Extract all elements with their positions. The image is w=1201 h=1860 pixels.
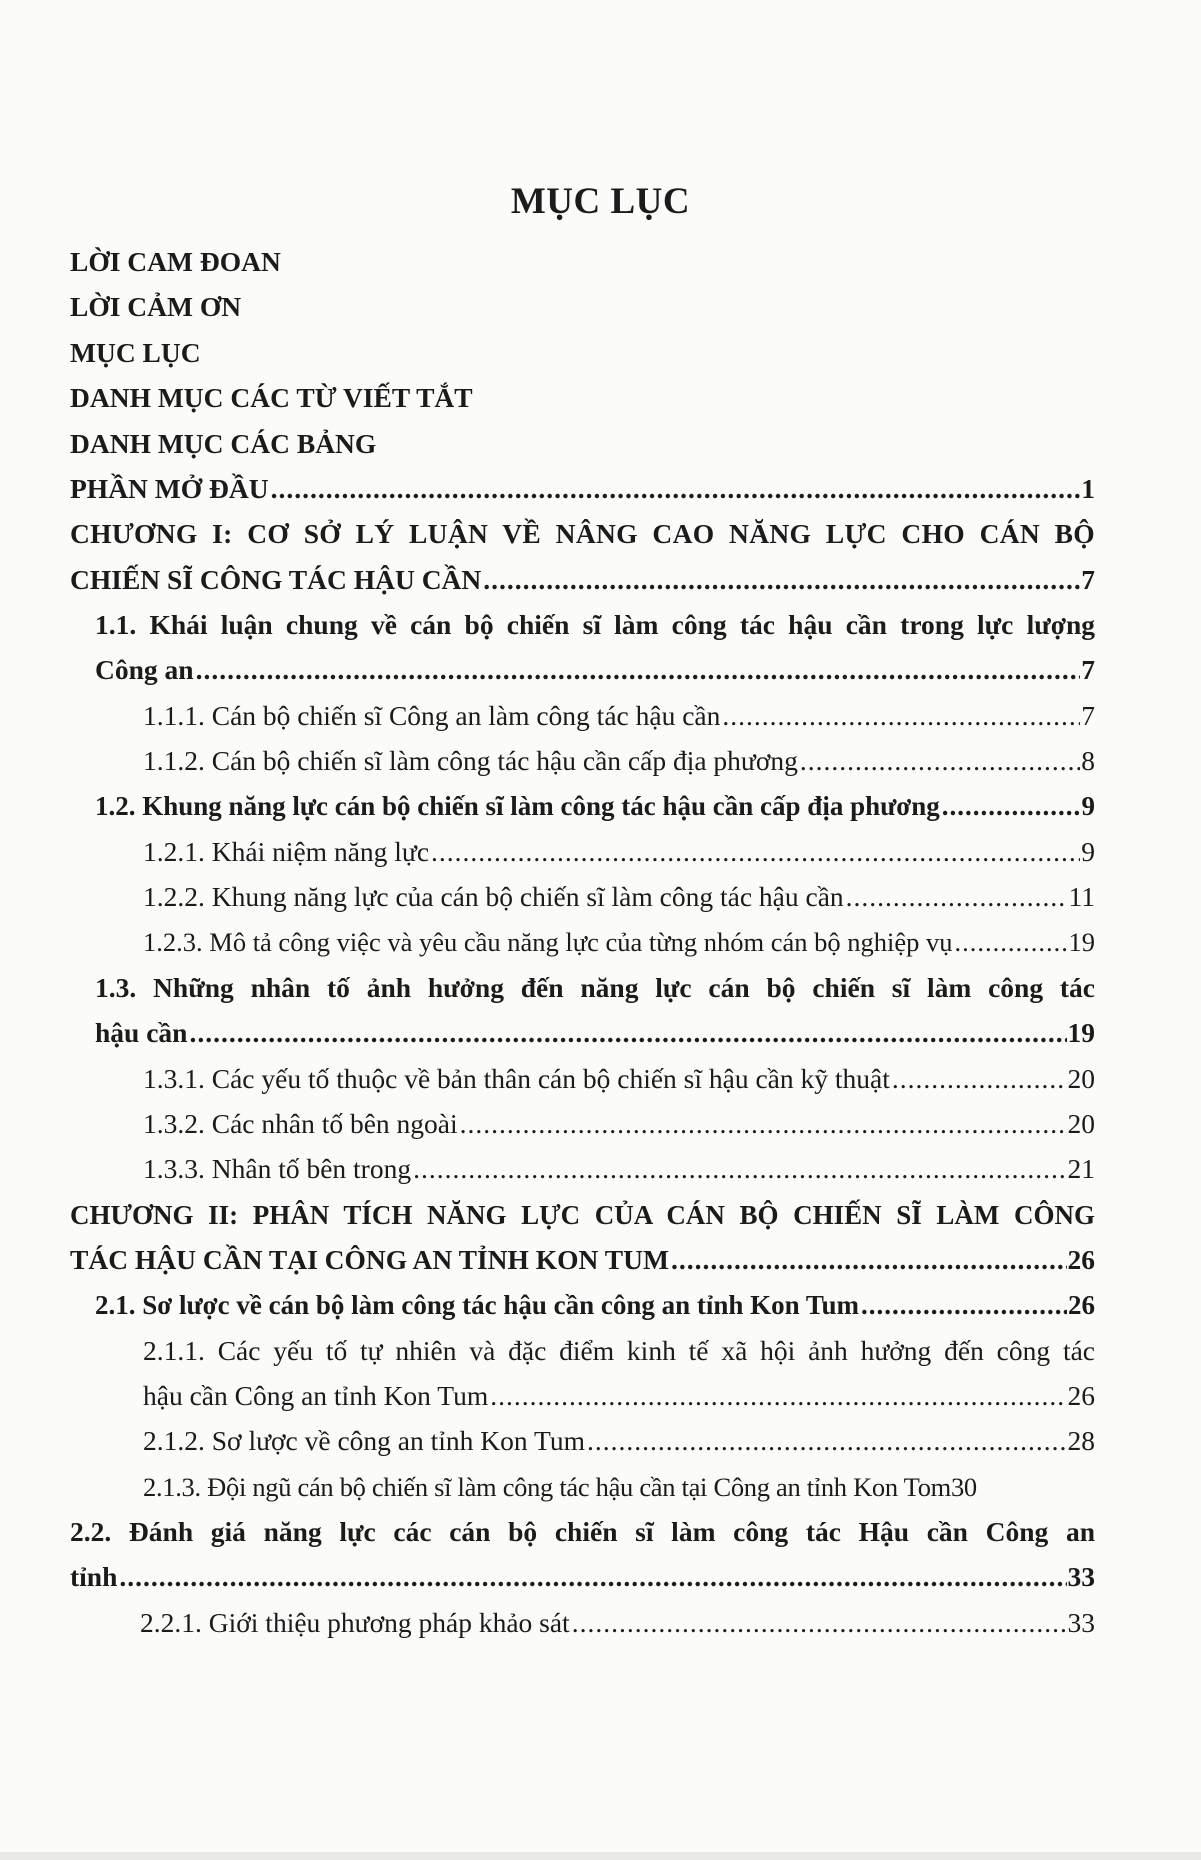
toc-entry-2-2-1[interactable] bbox=[140, 1606, 1095, 1640]
toc-page-number: 20 bbox=[1067, 1108, 1095, 1139]
toc-entry-2-1-2[interactable] bbox=[143, 1424, 1095, 1458]
dot-leader bbox=[413, 1152, 1066, 1186]
toc-entry-2-2[interactable] bbox=[70, 1560, 1095, 1594]
toc-entry-1-3[interactable] bbox=[95, 1016, 1095, 1050]
toc-entry-2-1[interactable] bbox=[95, 1288, 1095, 1322]
dot-leader bbox=[196, 653, 1081, 687]
toc-entry-label: TÁC HẬU CẦN TẠI CÔNG AN TỈNH KON TUM bbox=[70, 1244, 669, 1275]
toc-entry-label: Công an bbox=[95, 654, 194, 685]
toc-entry-1-1-1[interactable] bbox=[143, 699, 1095, 733]
toc-page-number: 9 bbox=[1081, 791, 1095, 821]
dot-leader bbox=[671, 1243, 1067, 1277]
dot-leader bbox=[490, 1379, 1066, 1413]
toc-entry-label: 2.2.1. Giới thiệu phương pháp khảo sát bbox=[140, 1607, 570, 1638]
toc-entry-chuong-2[interactable] bbox=[70, 1243, 1095, 1277]
toc-entry-label: 1.2.2. Khung năng lực của cán bộ chiến sĩ làm công tác hậu cần bbox=[143, 881, 844, 912]
toc-entry-1-2[interactable] bbox=[95, 789, 1095, 823]
toc-entry-label: tỉnh bbox=[70, 1561, 118, 1592]
dot-leader bbox=[483, 563, 1080, 597]
toc-page-number: 11 bbox=[1068, 881, 1095, 912]
toc-entry-1-3-line1[interactable]: 1.3. Những nhân tố ảnh hưởng đến năng lực cán bộ chiến sĩ làm công tác bbox=[95, 972, 1095, 1003]
front-matter-loi-cam-on[interactable]: LỜI CẢM ƠN bbox=[70, 291, 242, 322]
toc-page-number: 33 bbox=[1067, 1607, 1095, 1638]
toc-entry-1-3-2[interactable] bbox=[143, 1107, 1095, 1141]
toc-entry-label: 1.2.1. Khái niệm năng lực bbox=[143, 836, 430, 867]
toc-entry-label: 1.2.3. Mô tả công việc và yêu cầu năng lực của từng nhóm cán bộ nghiệp vụ bbox=[143, 927, 953, 957]
dot-leader bbox=[587, 1424, 1067, 1458]
toc-entry-label: CHIẾN SĨ CÔNG TÁC HẬU CẦN bbox=[70, 564, 482, 595]
toc-page-number: 8 bbox=[1081, 745, 1095, 776]
toc-entry-label: 1.1.2. Cán bộ chiến sĩ làm công tác hậu cần cấp địa phương bbox=[143, 745, 798, 776]
toc-entry-chuong-1[interactable] bbox=[70, 563, 1095, 597]
toc-entry-label: 1.3.1. Các yếu tố thuộc về bản thân cán bộ chiến sĩ hậu cần kỹ thuật bbox=[143, 1063, 890, 1094]
dot-leader bbox=[572, 1606, 1067, 1640]
front-matter-danh-muc-tu-viet-tat[interactable]: DANH MỤC CÁC TỪ VIẾT TẮT bbox=[70, 382, 473, 413]
dot-leader bbox=[271, 472, 1081, 506]
toc-page-number: 7 bbox=[1081, 700, 1095, 731]
front-matter-loi-cam-doan[interactable]: LỜI CAM ĐOAN bbox=[70, 246, 281, 277]
toc-entry-1-1[interactable] bbox=[95, 653, 1095, 687]
dot-leader bbox=[460, 1107, 1067, 1141]
dot-leader bbox=[119, 1560, 1066, 1594]
dot-leader bbox=[800, 744, 1080, 778]
front-matter-danh-muc-bang[interactable]: DANH MỤC CÁC BẢNG bbox=[70, 428, 377, 459]
toc-entry-label: hậu cần bbox=[95, 1017, 188, 1048]
toc-page-number: 26 bbox=[1067, 1244, 1095, 1275]
toc-entry-1-2-3[interactable] bbox=[143, 925, 1095, 959]
dot-leader bbox=[861, 1288, 1067, 1322]
toc-page-number: 19 bbox=[1067, 1017, 1095, 1048]
toc-entry-1-3-1[interactable] bbox=[143, 1062, 1095, 1096]
dot-leader bbox=[892, 1062, 1067, 1096]
toc-page-number: 33 bbox=[1067, 1561, 1095, 1592]
toc-page-number: 28 bbox=[1067, 1425, 1095, 1456]
toc-entry-1-1-line1[interactable]: 1.1. Khái luận chung về cán bộ chiến sĩ làm công tác hậu cần trong lực lượng bbox=[95, 609, 1095, 640]
dot-leader bbox=[189, 1016, 1066, 1050]
toc-entry-label: PHẦN MỞ ĐẦU bbox=[70, 473, 269, 504]
toc-entry-1-3-3[interactable] bbox=[143, 1152, 1095, 1186]
toc-page-number: 21 bbox=[1067, 1153, 1095, 1184]
dot-leader bbox=[431, 835, 1080, 869]
page-bottom-edge bbox=[0, 1852, 1201, 1860]
toc-entry-2-1-1[interactable] bbox=[143, 1379, 1095, 1413]
toc-entry-1-2-1[interactable] bbox=[143, 835, 1095, 869]
front-matter-muc-luc[interactable]: MỤC LỤC bbox=[70, 337, 201, 368]
toc-page-number: 19 bbox=[1068, 927, 1095, 957]
toc-entry-chuong-2-line1[interactable]: CHƯƠNG II: PHÂN TÍCH NĂNG LỰC CỦA CÁN BỘ CHIẾN SĨ LÀM CÔNG bbox=[70, 1200, 1095, 1230]
toc-entry-label: 1.3.2. Các nhân tố bên ngoài bbox=[143, 1108, 458, 1139]
toc-entry-chuong-1-line1[interactable]: CHƯƠNG I: CƠ SỞ LÝ LUẬN VỀ NÂNG CAO NĂNG LỰC CHO CÁN BỘ bbox=[70, 518, 1095, 549]
dot-leader bbox=[942, 789, 1081, 823]
toc-entry-label: hậu cần Công an tỉnh Kon Tum bbox=[143, 1380, 489, 1411]
toc-page-number: 26 bbox=[1067, 1380, 1095, 1411]
toc-page-number: 26 bbox=[1068, 1290, 1095, 1320]
toc-page-number: 9 bbox=[1081, 836, 1095, 867]
toc-entry-label: 1.1.1. Cán bộ chiến sĩ Công an làm công tác hậu cần bbox=[143, 700, 721, 731]
dot-leader bbox=[955, 925, 1068, 959]
toc-page-number: 20 bbox=[1067, 1063, 1095, 1094]
toc-entry-label: 2.1. Sơ lược về cán bộ làm công tác hậu cần công an tỉnh Kon Tum bbox=[95, 1290, 859, 1320]
toc-entry-label: 1.2. Khung năng lực cán bộ chiến sĩ làm công tác hậu cần cấp địa phương bbox=[95, 791, 940, 821]
toc-entry-label: 2.1.2. Sơ lược về công an tỉnh Kon Tum bbox=[143, 1425, 585, 1456]
toc-page-number: 7 bbox=[1081, 654, 1095, 685]
dot-leader bbox=[846, 880, 1068, 914]
toc-entry-2-2-line1[interactable]: 2.2. Đánh giá năng lực các cán bộ chiến sĩ làm công tác Hậu cần Công an bbox=[70, 1516, 1095, 1547]
toc-entry-1-1-2[interactable] bbox=[143, 744, 1095, 778]
toc-page-number: 7 bbox=[1081, 564, 1095, 595]
toc-entry-mo-dau[interactable] bbox=[70, 472, 1095, 506]
toc-entry-2-1-3[interactable]: 2.1.3. Đội ngũ cán bộ chiến sĩ làm công tác hậu cần tại Công an tỉnh Kon Tom30 bbox=[143, 1472, 977, 1502]
dot-leader bbox=[722, 699, 1080, 733]
toc-entry-1-2-2[interactable] bbox=[143, 880, 1095, 914]
toc-entry-label: 1.3.3. Nhân tố bên trong bbox=[143, 1153, 412, 1184]
page-title: MỤC LỤC bbox=[510, 181, 691, 222]
toc-page-number: 1 bbox=[1081, 473, 1095, 504]
toc-entry-2-1-1-line1[interactable]: 2.1.1. Các yếu tố tự nhiên và đặc điểm kinh tế xã hội ảnh hưởng đến công tác bbox=[143, 1335, 1095, 1366]
